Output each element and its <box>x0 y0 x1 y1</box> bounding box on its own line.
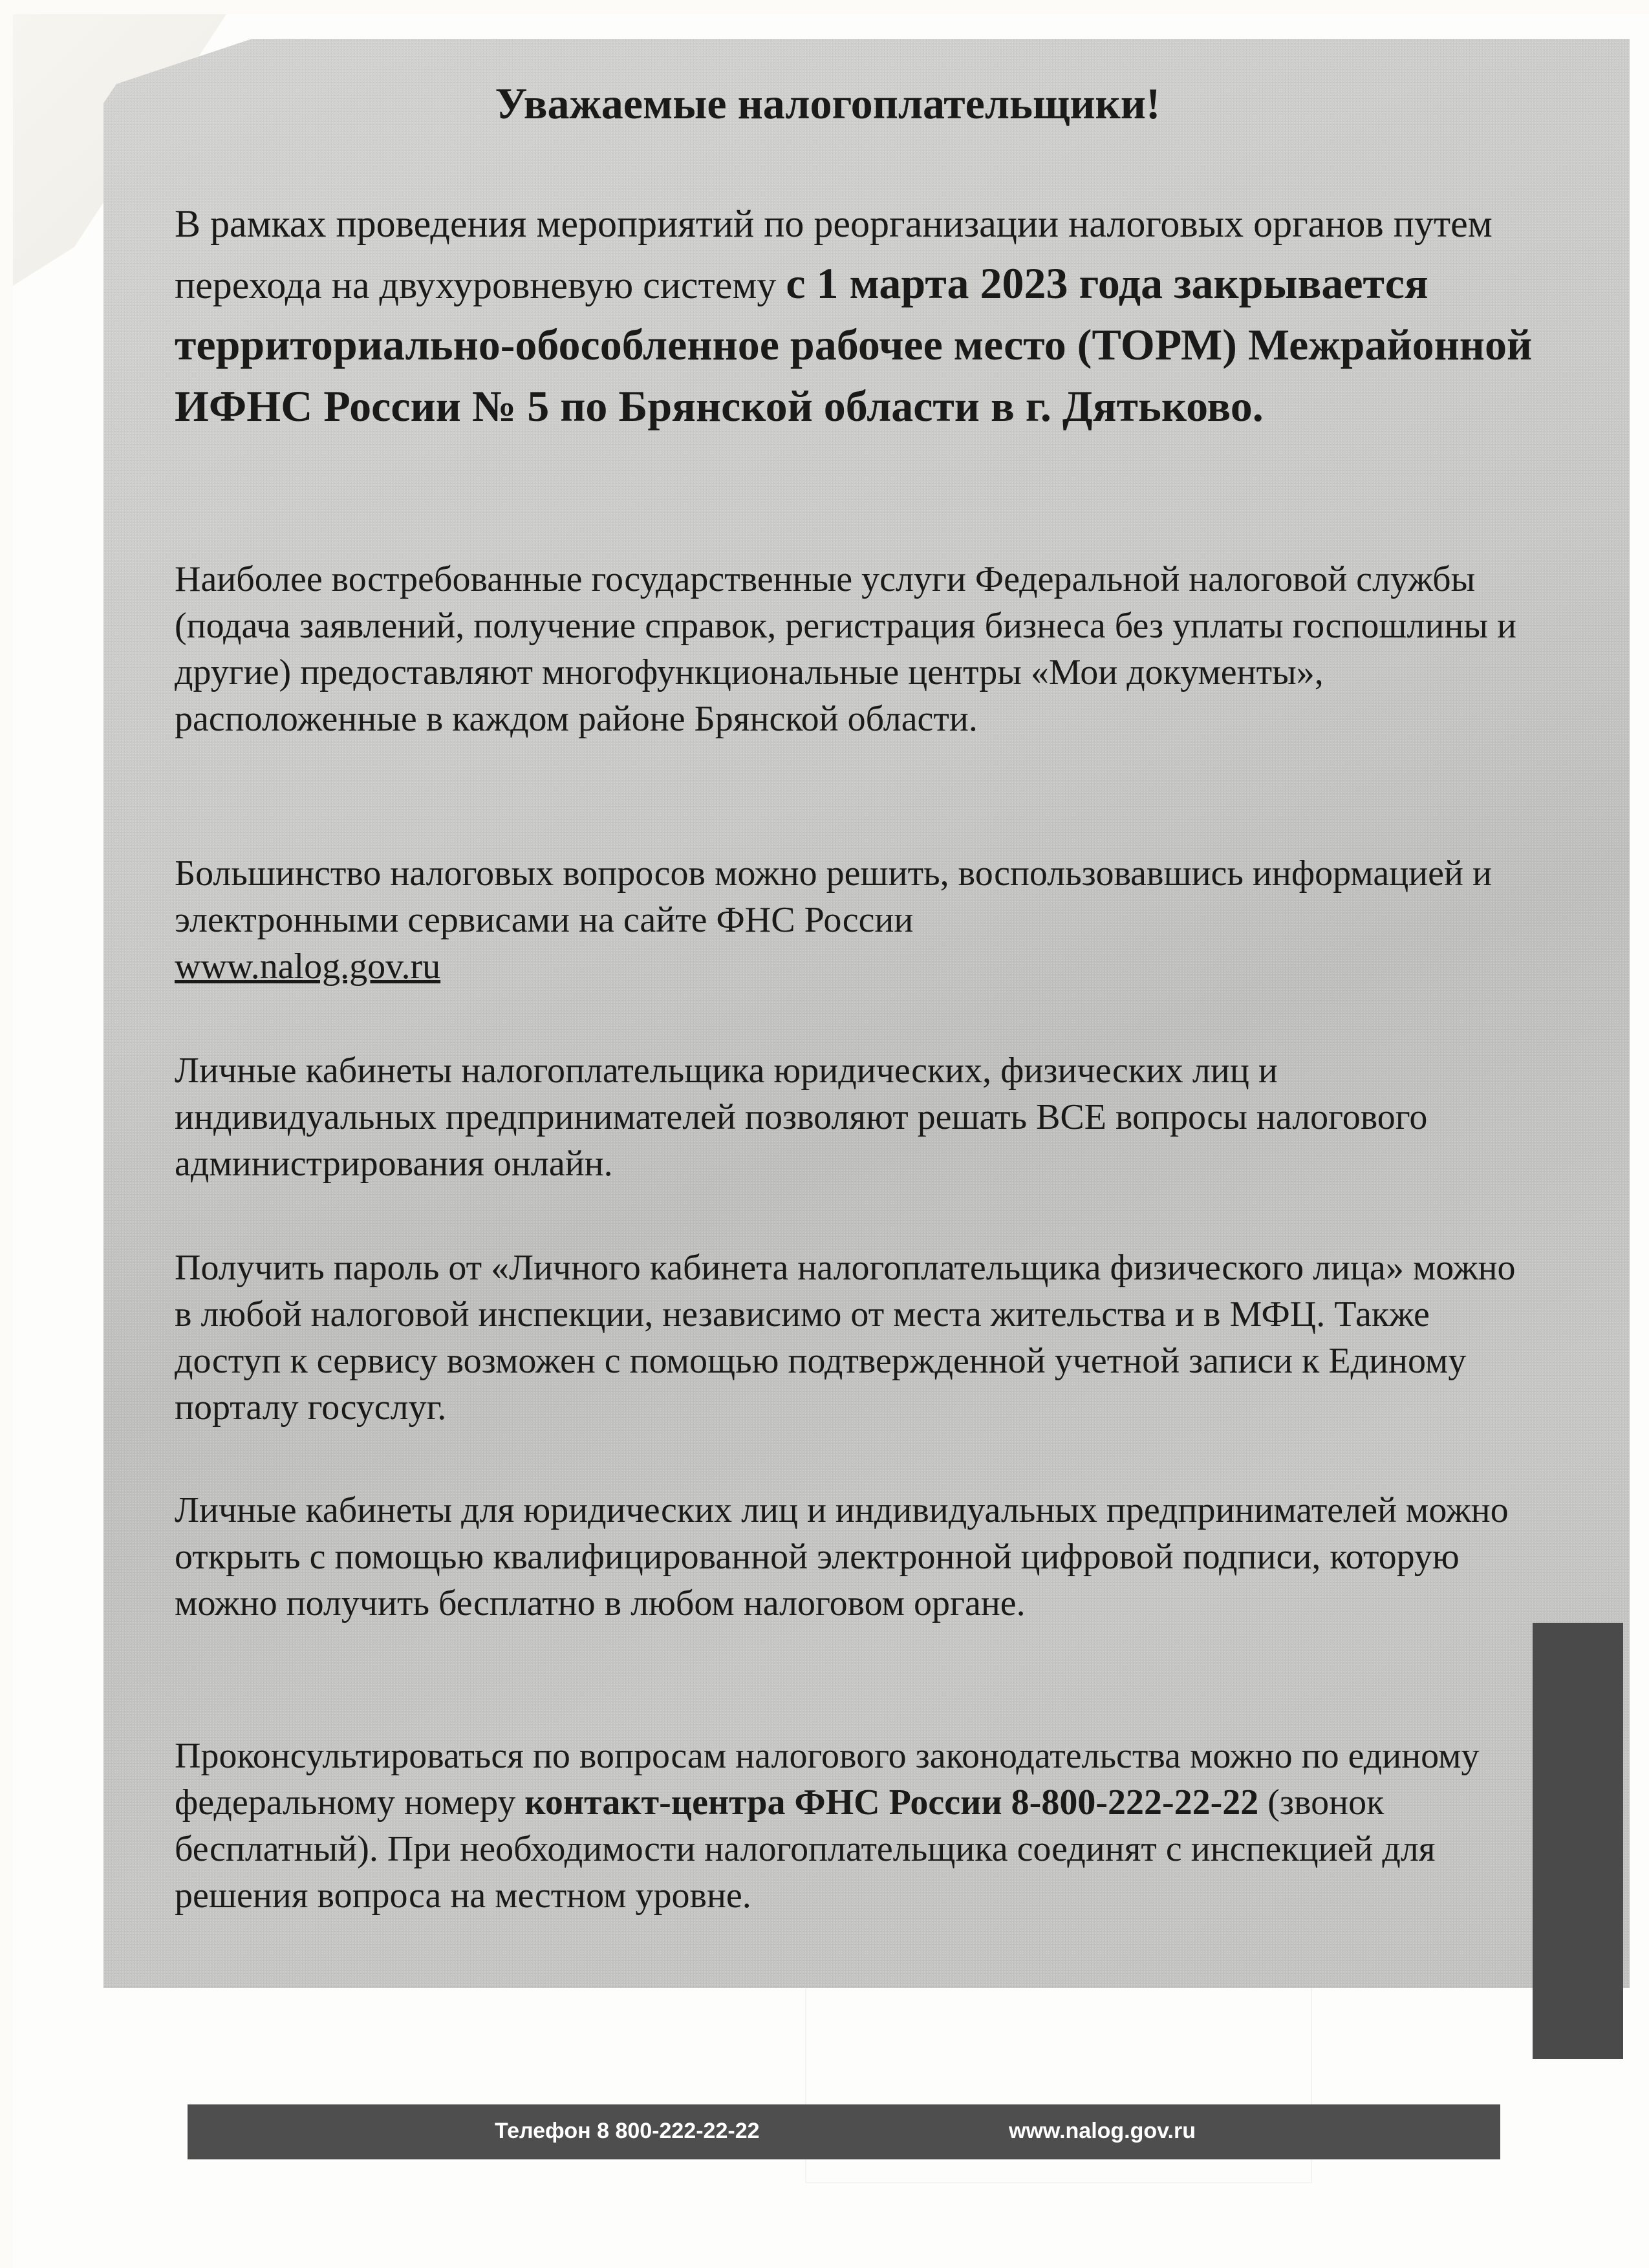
paragraph-mfc-services: Наиболее востребованные государственные услуги Федеральной налоговой службы (подача заявлений, получение справок, регистрация бизнеса без уплаты госпошлины и другие) предоставляют многофункциональные центры «Мои документы», расположенные в каждом районе Брянской области. <box>175 559 1516 739</box>
paragraph-contact-center <box>175 1733 1533 1919</box>
footer-bar <box>188 2104 1500 2159</box>
footer-website-link[interactable]: www.nalog.gov.ru <box>1009 2119 1196 2143</box>
website-text: Большинство налоговых вопросов можно решить, воспользовавшись информацией и электронными сервисами на сайте ФНС России <box>175 853 1492 940</box>
closure-announcement: с 1 марта 2023 года закрывается территориально-обособленное рабочее место (ТОРМ) Межрайонной ИФНС России № 5 по Брянской области в г. Дятьково. <box>175 259 1533 431</box>
paragraph-personal-accounts: Личные кабинеты налогоплательщика юридических, физических лиц и индивидуальных предпринимателей позволяют решать ВСЕ вопросы налогового администрирования онлайн. <box>175 1051 1428 1184</box>
paragraph-reorganization <box>175 194 1533 438</box>
reorganization-text: В рамках проведения мероприятий по реорганизации налоговых органов путем перехода на двухуровневую систему <box>175 202 1493 306</box>
contact-text-before: Проконсультироваться по вопросам налогового законодательства можно по единому федеральному номеру <box>175 1736 1480 1823</box>
paragraph-password: Получить пароль от «Личного кабинета налогоплательщика физического лица» можно в любой налоговой инспекции, независимо от места жительства и в МФЦ. Также доступ к сервису возможен с помощью подтвержденной учетной записи к Единому порталу госуслуг. <box>175 1248 1516 1428</box>
website-link[interactable]: www.nalog.gov.ru <box>175 947 441 987</box>
paragraph-website <box>175 850 1533 990</box>
page-title: Уважаемые налогоплательщики! <box>495 79 1161 128</box>
contact-text-after: (звонок бесплатный). При необходимости налогоплательщика соединят с инспекцией для решения вопроса на местном уровне. <box>175 1782 1436 1916</box>
paragraph-legal-entities: Личные кабинеты для юридических лиц и индивидуальных предпринимателей можно открыть с помощью квалифицированной электронной цифровой подписи, которую можно получить бесплатно в любом налоговом органе. <box>175 1490 1509 1623</box>
decorative-side-bar <box>1533 1623 1623 2059</box>
footer-phone: Телефон 8 800-222-22-22 <box>495 2119 760 2143</box>
contact-center-phone: контакт-центра ФНС России 8-800-222-22-22 <box>524 1782 1259 1823</box>
